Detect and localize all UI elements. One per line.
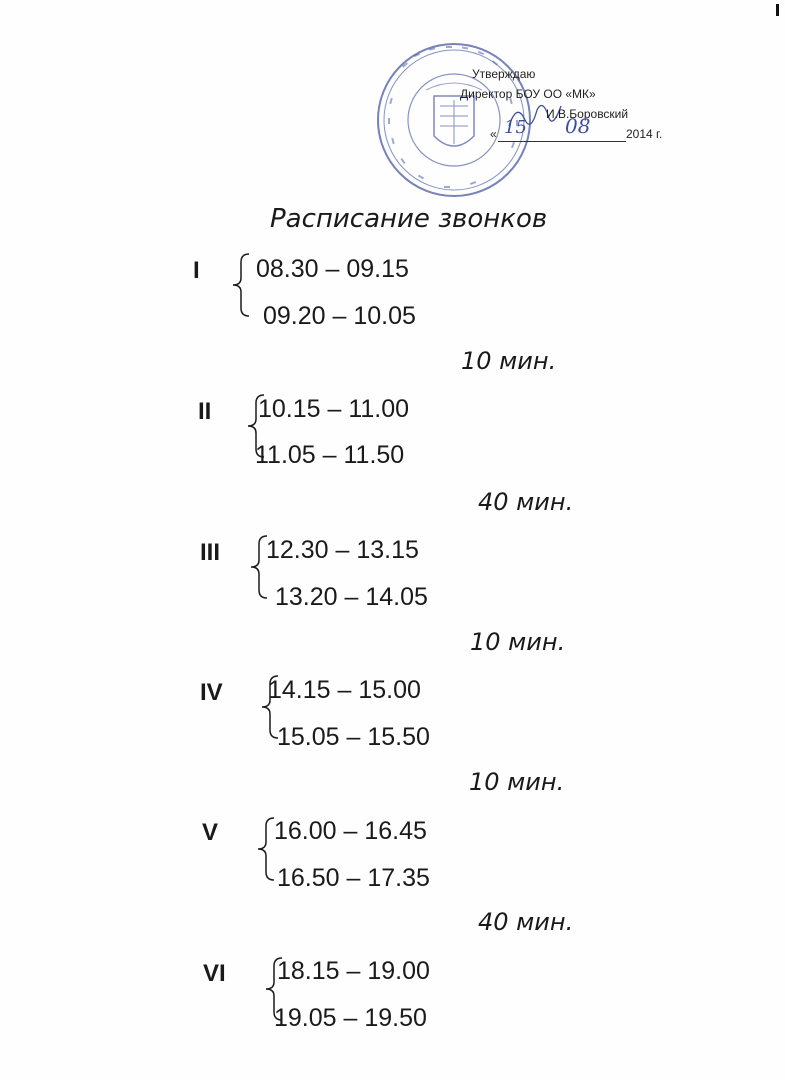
lesson-start-period: 14.15 – 15.00 [268,676,421,704]
lesson-number: II [198,398,212,425]
date-year: 2014 г. [626,127,663,141]
director-name: И.В.Боровский [546,107,629,121]
lesson-end-period: 16.50 – 17.35 [277,864,430,892]
lesson-start-period: 10.15 – 11.00 [258,395,410,423]
lesson-number: V [202,819,219,846]
brace-icon [254,816,276,882]
lesson-start-period: 08.30 – 09.15 [256,255,409,283]
break-duration: 10 мин. [461,347,557,375]
approve-label: Утверждаю [472,67,536,81]
date-underline [498,141,626,142]
approval-block [460,64,663,144]
break-duration: 40 мин. [478,488,574,516]
lesson-number: IV [200,679,223,706]
lesson-end-period: 11.05 – 11.50 [255,441,405,469]
break-duration: 10 мин. [470,628,566,656]
page-title: Расписание звонков [270,204,548,234]
director-position: Директор БОУ ОО «МК» [460,87,596,101]
date-day: 15 [504,117,527,138]
lesson-start-period: 16.00 – 16.45 [274,817,427,845]
lesson-start-period: 12.30 – 13.15 [266,536,419,564]
lesson-number: I [193,257,200,284]
lesson-number: VI [203,960,226,987]
break-duration: 10 мин. [469,768,565,796]
date-quote: « [490,127,497,141]
scan-edge-mark [776,4,779,16]
lesson-end-period: 19.05 – 19.50 [274,1004,427,1032]
lesson-start-period: 18.15 – 19.00 [277,957,430,985]
lesson-end-period: 09.20 – 10.05 [263,302,416,330]
lesson-number: III [200,539,221,566]
break-duration: 40 мин. [478,908,574,936]
date-month: 08 [565,114,591,138]
lesson-end-period: 15.05 – 15.50 [277,723,430,751]
lesson-end-period: 13.20 – 14.05 [275,583,428,611]
brace-icon [229,252,251,318]
